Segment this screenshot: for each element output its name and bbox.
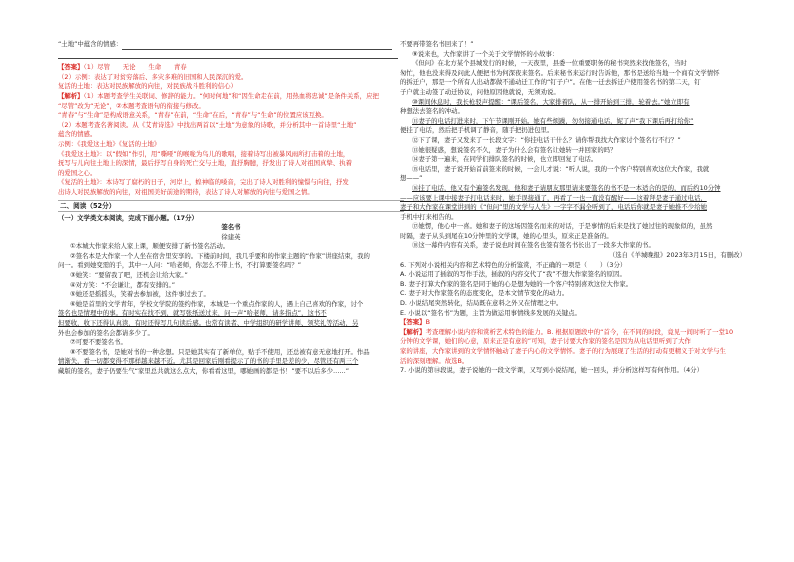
analysis-tag: 【解析】 (58, 91, 84, 100)
right-line-8a: ⑯挂了电话，他又有个遍签名发现，他和妻子请朋友那里请来要签名的书不是一本适合的是的，而后约10分钟 (412, 183, 721, 192)
right-line-5b: ⑬她很疑惑，想说签名不久，妻子为什么会有签名让她转一并回家的吗？ (412, 145, 617, 154)
example-5: 《复活的土地》：本诗写了腐朽的日子，河岸上，蝗神临的嗓音，完出了诗人对胜利的憧憬与向往，抒发 (58, 178, 349, 187)
right-line-0: 不要再带签名书回来了！” (400, 40, 474, 48)
right-line-8d: 手机中打来相告的。 (400, 212, 458, 221)
option-a: A. 小说运用了插叙的写作手法，插叙的内容交代了“我”不想大作家签名的原因。 (400, 270, 626, 279)
example-6: 出诗人对民族解放的向往，对祖国美好前途的期待，表达了诗人对解放的向往与爱国之情。 (58, 187, 314, 196)
paragraph-6a: ⑥她是首里的文学青年，学校文学院的签约作家，本城是一个重点作家的人，遇上自己喜欢的作家，讨个 (70, 299, 364, 308)
right-line-8b: ——应该要上课中接妻子打电话来时，她手误接通了，再看了一也一直没有醒好——这着拜是妻子通过电话， (400, 193, 707, 202)
blank-prompt: “土地”中蕴含的情感： (58, 40, 123, 48)
option-e: E. 小说以“签名书”为题，主旨为做运用事情线多发展的关键点。 (400, 308, 581, 317)
analysis-q6-4: 活的深刻理解。故选B。 (400, 356, 469, 365)
essay-title: 签名书 (221, 223, 241, 232)
analysis-2: “尽管”改为“无论”，②本题考查语句的衔接与修改。 (58, 101, 205, 110)
blank-prompt-line (58, 40, 404, 50)
blank-line-2 (58, 50, 404, 60)
paragraph-3: ③她笑：“要留我了吧，还机会让给大家。” (70, 271, 188, 280)
answer-value-q6: B (425, 318, 430, 327)
right-column (400, 40, 746, 376)
source-citation: （选自《羊城晚报》2023年3月15日，有删改） (608, 251, 746, 260)
answer-blank-2 (58, 52, 398, 59)
right-line-5a: ⑫下了课，妻子又发来了一长段文字：“你挂电话干什么？请你帮我找大作家讨个签名行不行？” (412, 135, 681, 144)
paragraph-8b: 情渐失，看一切都变得不那样越来越不近。尤其是回家后刚看提示了的书的手里是差的少，尽管还有两三个 (58, 357, 359, 366)
analysis-q6-2: 分钟的文学课，她们的心意，原来正是有意的”可知，妻子讨要大作家的签名是因为从电话里听到了大作 (400, 337, 691, 346)
answer-blank (122, 43, 392, 50)
paragraph-1: ①本城大作家来给人家上课，顺便安排了新书签名活动。 (70, 242, 230, 251)
paragraph-6d: 外也会参加的签名会都请多少了。 (58, 328, 154, 337)
analysis-line-q6 (400, 328, 746, 338)
right-line-2a: 《但问》在北方某个县城发行的时候，一天夜里，县委一位重要职务的秘书突然来找他签名，当时 (412, 59, 687, 68)
right-line-4a: ⑪妻子的电话打进来时，下午节课刚开始。她有些烦躁，勿勿接通电话，妮了声“我下课后再打给你” (412, 116, 694, 125)
right-line-2c: 的拆迁户，那是一个所有人出动都做不通动迁工作的“钉子户”。在他一迁去拆迁户使用签名书的第二天，钉 (400, 78, 701, 87)
paragraph-5: ⑤她还是摇摇头，笑着去参加被，这件事过去了。 (70, 290, 210, 299)
analysis-q6-3: 家的讲座，大作家讲到的文学情怀触动了妻子内心的文学情怀。妻子的行为展现了生活的打动有更精义于对文学与生 (400, 347, 726, 355)
analysis-line-1 (58, 92, 404, 102)
right-line-3a: ⑩课间休息时，我长枪驳声提醒：“课后签名，大家排着队，从一排开始到三排，轮着去。”她立即有 (412, 97, 690, 106)
right-line-9a: ⑰她愣，他心中一喜。她和妻子的这场因签名而来的对话，于是事情的后来是找了她过往的现象似的，虽然 (412, 222, 713, 231)
option-b: B. 妻子打算大作家的签名是同于她的心是想为她的一个客户特别喜欢这位大作家。 (400, 279, 633, 288)
analysis-1: （1）本题考查学生关联词、修辞的能力。“何时何地”和“因生命走在前，用热血将忠诚”是条件关系，应把 (83, 91, 379, 100)
analysis-5: 蕴含的情感。 (58, 130, 97, 139)
paragraph-6c: 但要收，收下还得认真读，有时还得写几句读后感。也常有读者、中学组织的研学讲师、领奖礼等活动，另 (58, 319, 359, 328)
analysis-4: （2）本题考查名著阅读。从《艾青诗选》中找出两首以“土地”为意象的诗歌，并分析其中一首诗里“土地” (58, 120, 357, 129)
right-line-3b: 种想法去签名的冲动。 (400, 107, 464, 116)
paragraph-4: ④对方笑：“不会谦让，都有安排的。” (70, 280, 176, 289)
answer-tag: 【答案】 (58, 63, 84, 72)
option-d: D. 小说结尾突然转化，结局既在意料之外又在情理之中。 (400, 299, 563, 308)
right-line-9b: 时隔，妻子从头到尾在10分钟里的文学课，她的心里头，原来正是准备的。 (400, 231, 613, 240)
right-line-10a: ⑱这一幕件内容有关系，妻子说也时间在签名也签有签名书长出了一段多大作家的书。 (412, 241, 655, 250)
essay-author: 徐建英 (221, 232, 241, 241)
example-4: 的爱国之心。 (58, 168, 97, 177)
analysis-3: “青春”与“生命”是构成语意关系，“青春”在前，“生命”在后，“青春”与“生命”的位置应该互换。 (58, 111, 328, 120)
left-column (58, 40, 404, 377)
answer-tag-q6: 【答案】 (400, 318, 426, 327)
answer-text: （1）尽管 无论 生命 青春 (83, 63, 187, 72)
right-line-7a: ⑮电话里，妻子说开始首前签来的时候，一会儿才说：“听人说，我的一个客户特别喜欢这位大作家，我就 (412, 164, 710, 173)
right-line-6a: ⑭妻子第一遍来，在同学们排队签名的时候，也立即回复了电话。 (412, 155, 598, 164)
question-7: 7. 小说的第⑭段说，妻子说她的一段文学课，又写到小说结尾，她一回头，并分析这样写有何作用。（4分） (400, 366, 703, 375)
example-3: 抚写与儿向往土地上的深情，最后抒写自身的死亡交与土地，直抒胸臆，抒发出了诗人对祖国真挚、执着 (58, 159, 352, 168)
paragraph-2b: 问一。看到她变需的手，其中一人问：“哈老师，你怎么不带上书，不打算要签名吗？” (58, 261, 302, 270)
example-1: 示例：《我爱这土地》《复活的土地》 (58, 139, 161, 148)
right-line-8c: 妻子和大作家在课堂讲到的《“但问”里的文学与人生》一字字不漏全听到了，电话后你就是妻子她推不少给她 (400, 203, 707, 212)
right-line-2d: 子户就主动签了动迁协议，问他原因他就说，无须劝说。 (400, 87, 560, 96)
paragraph-7: ⑦可要不要签名书。 (70, 338, 127, 347)
right-line-7b: 想——” (400, 174, 423, 183)
question-6: 6. 下列对小说相关内容和艺术特色的分析鉴赏，不正确的一项是（ ）（3分） (400, 260, 627, 269)
paragraph-2a: ②签名本是大作家一个人坐在宿舍里安享的。下楼前时间，我几乎要和的作家主题的“作家”讲座结束，我的 (70, 251, 370, 260)
paragraph-8a: ⑧不要签名书，是她对书的一种念想。只是她其实有了新单位，贴手不使用，还总被有意无意地打开。作品 (70, 347, 370, 356)
answer-line (58, 63, 404, 73)
right-line-1: ⑨说来也，大作家讲了一个关于文学情怀的小故事： (412, 49, 559, 58)
sub-title: （一）文学类文本阅读，完成下面小题。（17分） (58, 213, 198, 222)
right-line-2b: 匆忙，他也没来得及问此人便把书为何深夜来签名。后来秘书来运行时告诉他，那书是送给当地一个商有文学情怀 (400, 68, 720, 77)
answer-line-q6 (400, 318, 746, 328)
paragraph-8c: 藏版的签名，妻子仍要生气“家里总共就这么点大，你看看这里，哪她画的都是书！”要不以后多少……” (58, 367, 350, 375)
example-2: 《我爱这土地》：以“假如”作引，用“嘶哑”的喉咙为鸟儿的歌唱，接着诗写出被暴风雨所打击着的土地， (58, 149, 350, 158)
answer-3: 复活的土地：表达对民族解放的向往，对民族战斗胜利的信心） (58, 82, 237, 91)
analysis-tag-q6: 【解析】 (400, 327, 426, 336)
section-title: 二、阅读（52分） (58, 200, 404, 212)
right-line-4b: 便挂了电话，然后把手机调了静音，随手把扔进包里。 (400, 126, 554, 135)
analysis-q6-1: 考查理解小说内容和赏析艺术特色的能力。B. 根据原题段中的“首今，在不同的时段，竟见一间时听了一堂10 (425, 327, 734, 336)
answer-2: （2）示例：表达了对贫穷落后、多灾多难的旧国和人民深沉的爱。 (58, 72, 248, 81)
paragraph-6b: 签名也是情理中的事。有时实在找不到，就写张纸送过来，问一声“哈老师，请多指点”，这书不 (58, 309, 327, 318)
option-c: C. 妻子对大作家签名的态度变化，是本文情节变化的动力。 (400, 289, 569, 298)
